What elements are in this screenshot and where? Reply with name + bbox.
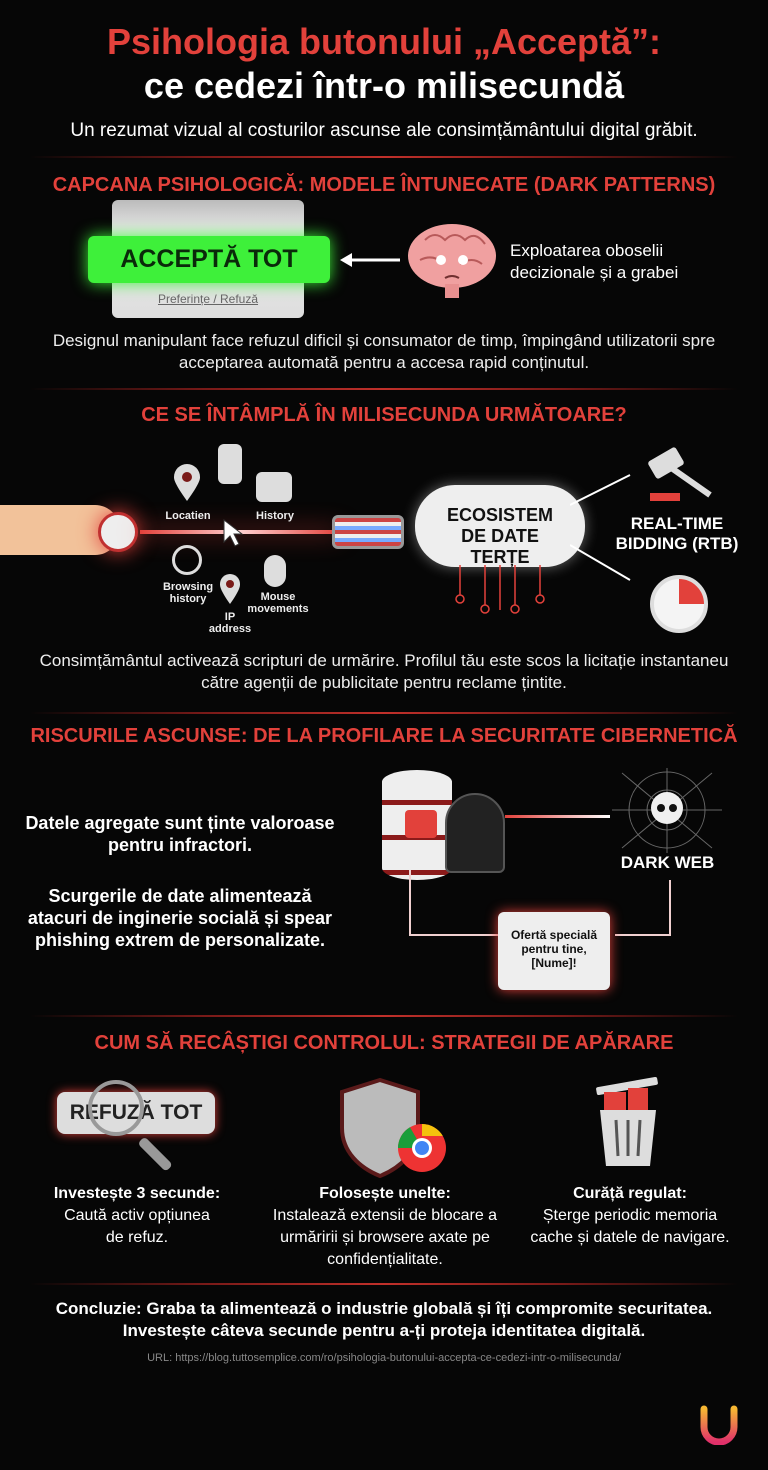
refuse-all-button[interactable]: REFUZĂ TOT	[57, 1092, 215, 1134]
label-location: Locatien	[165, 510, 211, 522]
divider	[30, 1283, 738, 1285]
circuit-lines	[440, 565, 560, 615]
spiderweb-skull-icon	[612, 768, 722, 853]
trash-can-icon	[592, 1070, 668, 1170]
stopwatch-icon	[650, 575, 708, 633]
divider	[30, 1015, 738, 1017]
defense-item-3	[520, 1183, 740, 1249]
defense-title: Curăță regulat:	[573, 1185, 687, 1202]
mouse-icon	[264, 555, 286, 587]
cursor-icon	[222, 518, 246, 548]
conclusion: Concluzie: Graba ta alimentează o industrie globală și îți compromite securitatea. Investește câteva secunde pentru a-ți proteja identitatea digitală.	[55, 1299, 713, 1340]
defense-title: Investește 3 secunde:	[53, 1185, 221, 1202]
label-ip-address: IP address	[208, 611, 252, 635]
padlock-icon	[405, 810, 437, 838]
title-line1: Psihologia butonului „Acceptă”:	[106, 21, 661, 62]
section2-text: Consimțământul activează scripturi de urmărire. Profilul tău este scos la licitație instantaneu către agenții de publicitate pentru reclame țintite.	[39, 651, 729, 692]
defense-item-2	[255, 1183, 515, 1271]
defense-text: Caută activ opțiunea de refuz.	[64, 1207, 210, 1246]
risk-text-1: Datele agregate sunt ținte valoroase pentru infractori.	[25, 813, 335, 855]
brain-caption: Exploatarea oboselii decizionale și a grabei	[510, 241, 679, 282]
cable-icon	[332, 515, 404, 549]
dark-web-label: DARK WEB	[620, 853, 715, 872]
risk-text-2: Scurgerile de date alimentează atacuri de inginerie socială și spear phishing extrem de personalizate.	[27, 886, 333, 950]
label-mouse-movements: Mouse movements	[247, 591, 309, 615]
arrow-left-icon	[338, 250, 403, 270]
location-pin-icon	[172, 463, 202, 503]
arrow-to-dark-web	[505, 815, 610, 818]
magnifier-icon	[88, 1080, 144, 1136]
smartphone-icon	[218, 444, 242, 484]
title-line2: ce cedezi într-o milisecundă	[143, 65, 625, 106]
gavel-icon	[640, 445, 715, 505]
section3-heading: RISCURILE ASCUNSE: DE LA PROFILARE LA SECURITATE CIBERNETICĂ	[30, 725, 738, 747]
defense-item-1	[37, 1183, 237, 1249]
consent-button-press	[98, 512, 138, 552]
ip-pin-icon	[218, 572, 242, 606]
brand-logo	[700, 1405, 738, 1445]
defense-text: Instalează extensii de blocare a urmăririi și browsere axate pe confidențialitate.	[272, 1207, 498, 1268]
divider	[30, 388, 738, 390]
label-history: History	[256, 510, 294, 522]
divider	[30, 156, 738, 158]
section1-heading: CAPCANA PSIHOLOGICĂ: MODELE ÎNTUNECATE (DARK PATTERNS)	[52, 174, 716, 196]
divider	[30, 712, 738, 714]
defense-title: Folosește unelte:	[319, 1185, 451, 1202]
source-url[interactable]: URL: https://blog.tuttosemplice.com/ro/psihologia-butonului-accepta-ce-cedezi-intr-o-milisecunda/	[147, 1352, 621, 1364]
section2-heading: CE SE ÎNTÂMPLĂ ÎN MILISECUNDA URMĂTOARE?	[141, 404, 627, 426]
section4-heading: CUM SĂ RECÂȘTIGI CONTROLUL: STRATEGII DE APĂRARE	[94, 1032, 674, 1054]
accept-all-button[interactable]: ACCEPTĂ TOT	[88, 236, 330, 283]
section1-text: Designul manipulant face refuzul dificil și consumator de timp, împingând utilizatorii spre acceptarea automată pentru a accesa rapid conținutul.	[52, 331, 716, 372]
defense-text: Șterge periodic memoria cache și datele de navigare.	[530, 1207, 730, 1246]
cloud-third-party-data: ECOSISTEM DE DATE TERȚE	[415, 485, 585, 567]
label-browsing-history: Browsing history	[162, 581, 214, 605]
tired-brain-icon	[405, 220, 500, 300]
phishing-offer-card: Ofertă specială pentru tine, [Nume]!	[498, 912, 610, 990]
hacker-icon	[445, 793, 505, 873]
rtb-label: REAL-TIME BIDDING (RTB)	[615, 514, 739, 553]
clock-icon	[172, 545, 202, 575]
subtitle: Un rezumat vizual al costurilor ascunse ale consimțământului digital grăbit.	[70, 120, 698, 141]
browser-history-icon	[256, 472, 292, 502]
shield-browser-icon	[340, 1078, 452, 1178]
magnifier-handle	[137, 1136, 172, 1171]
preferences-refuse-link[interactable]: Preferințe / Refuză	[157, 292, 259, 306]
